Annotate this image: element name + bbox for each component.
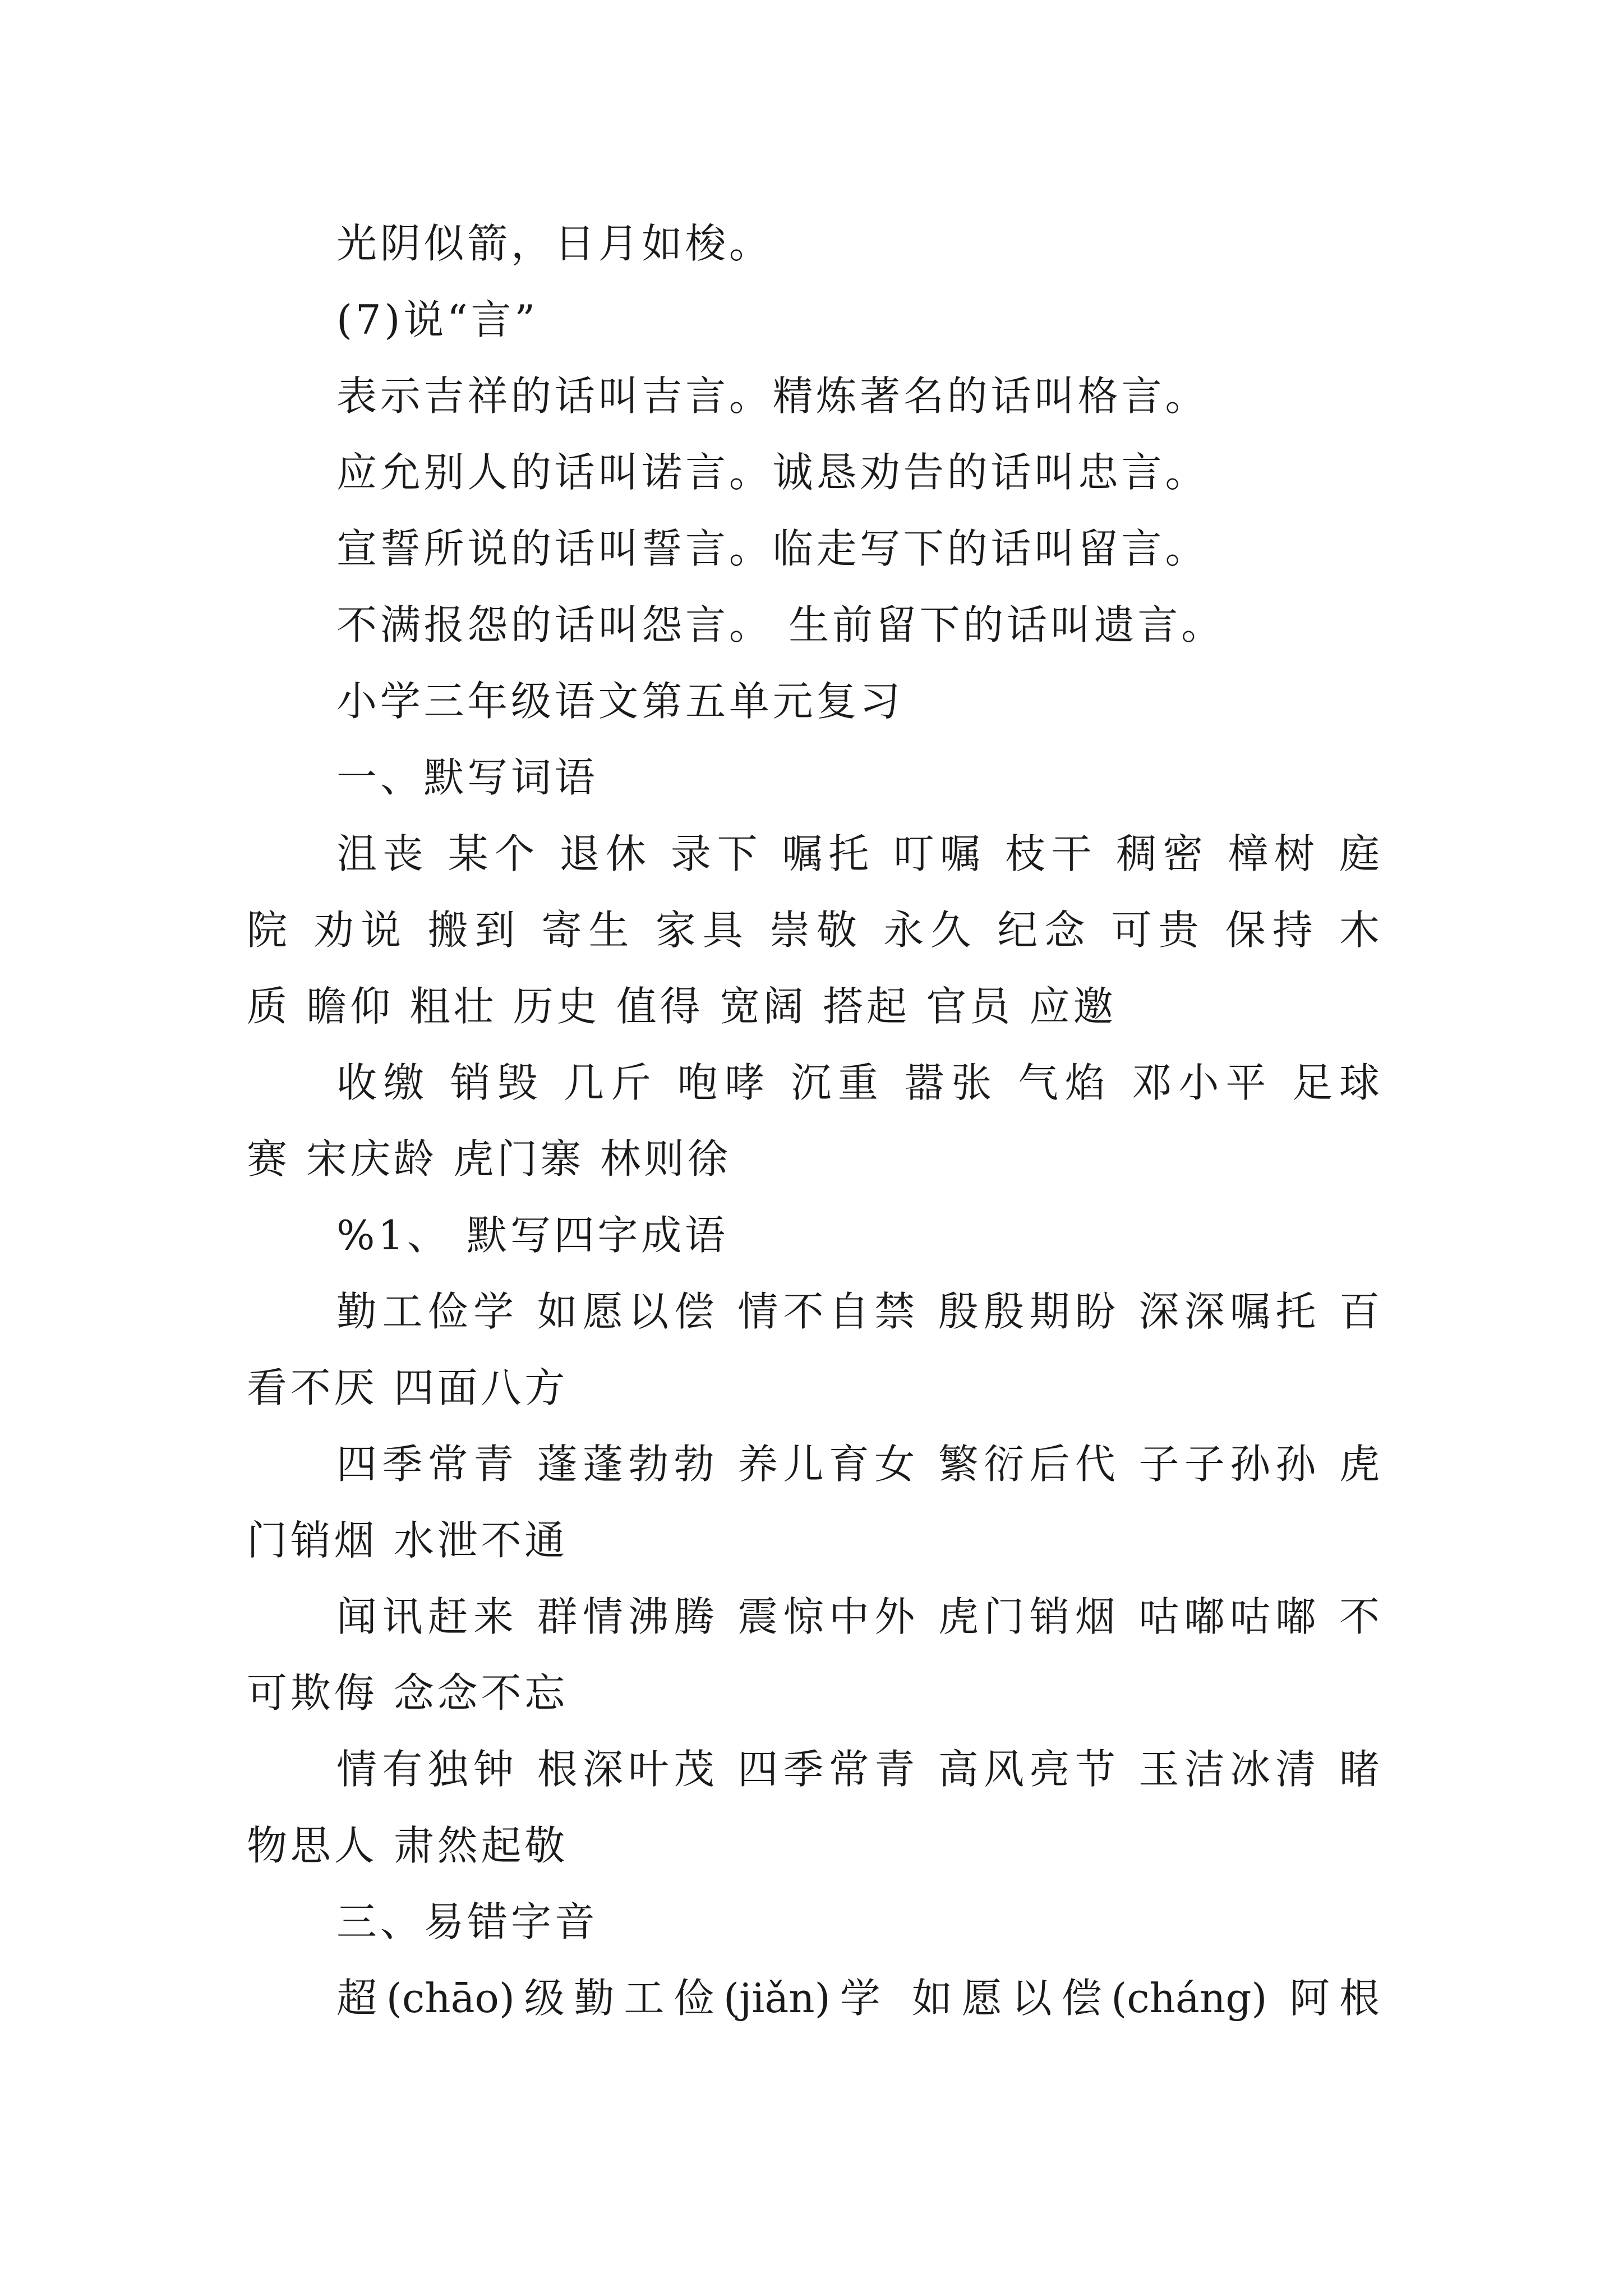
text-line: 不满报怨的话叫怨言。 生前留下的话叫遗言。 — [336, 601, 1225, 648]
text-line: 院 劝说 搬到 寄生 家具 崇敬 永久 纪念 可贵 保持 木 — [247, 907, 1380, 954]
section-title: 小学三年级语文第五单元复习 — [336, 678, 903, 725]
text-line: 超(chāo)级勤工俭(jiǎn)学 如愿以偿(cháng) 阿根 — [336, 1975, 1380, 2022]
text-line: 可欺侮 念念不忘 — [247, 1669, 568, 1717]
text-line: 质 瞻仰 粗壮 历史 值得 宽阔 搭起 官员 应邀 — [247, 983, 1117, 1030]
text-line: 宣誓所说的话叫誓言。临走写下的话叫留言。 — [336, 525, 1209, 572]
text-line: 应允别人的话叫诺言。诚恳劝告的话叫忠言。 — [336, 449, 1209, 496]
text-line: 赛 宋庆龄 虎门寨 林则徐 — [247, 1135, 731, 1182]
text-line: 门销烟 水泄不通 — [247, 1517, 568, 1564]
section-heading: 三、易错字音 — [336, 1898, 598, 1945]
text-line: 光阴似箭，日月如梭。 — [336, 220, 773, 267]
text-line: 闻讯赶来 群情沸腾 震惊中外 虎门销烟 咕嘟咕嘟 不 — [336, 1593, 1380, 1640]
text-line: 物思人 肃然起敬 — [247, 1822, 568, 1869]
text-line: 四季常青 蓬蓬勃勃 养儿育女 繁衍后代 子子孙孙 虎 — [336, 1441, 1380, 1488]
text-line: 表示吉祥的话叫吉言。精炼著名的话叫格言。 — [336, 372, 1209, 420]
text-line: (7)说“言” — [336, 296, 538, 343]
section-heading: %1、 默写四字成语 — [336, 1212, 728, 1259]
text-line: 收缴 销毁 几斤 咆哮 沉重 嚣张 气焰 邓小平 足球 — [336, 1059, 1380, 1106]
text-line: 沮丧 某个 退休 录下 嘱托 叮嘱 枝干 稠密 樟树 庭 — [336, 830, 1380, 877]
text-line: 勤工俭学 如愿以偿 情不自禁 殷殷期盼 深深嘱托 百 — [336, 1288, 1380, 1335]
text-line: 看不厌 四面八方 — [247, 1364, 568, 1411]
text-line: 情有独钟 根深叶茂 四季常青 高风亮节 玉洁冰清 睹 — [336, 1746, 1380, 1793]
section-heading: 一、默写词语 — [336, 754, 598, 801]
